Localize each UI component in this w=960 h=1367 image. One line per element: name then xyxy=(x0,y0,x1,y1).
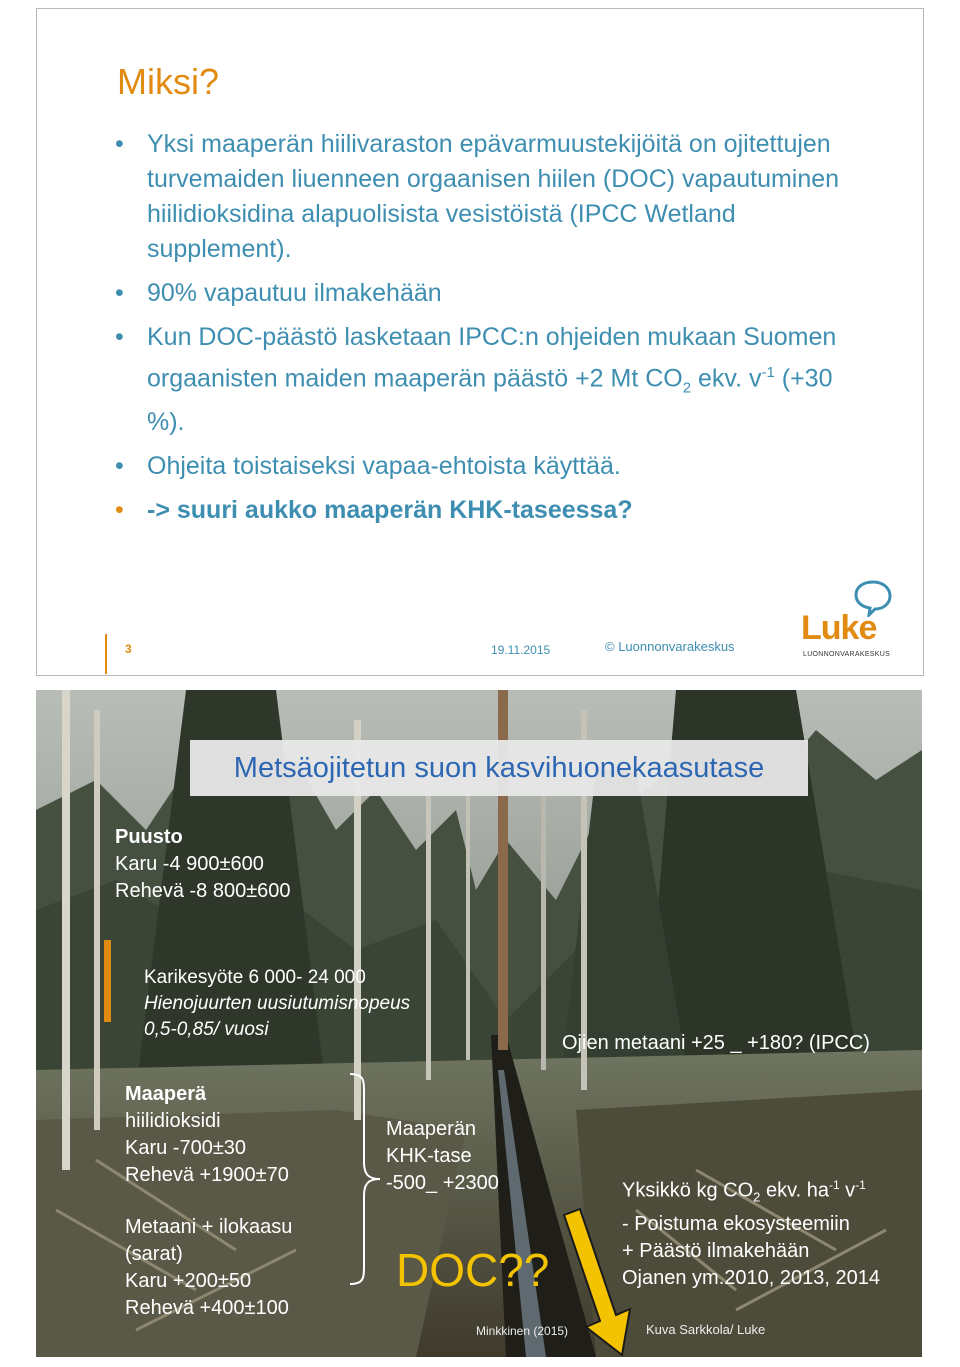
metaani-line: Rehevä +400±100 xyxy=(125,1297,289,1319)
photo-credit: Kuva Sarkkola/ Luke xyxy=(646,1322,766,1337)
unit-line: Yksikkö kg $CO_2$ ekv. $ha^{-1}$ $v^{-1}$ xyxy=(622,1178,866,1205)
bullet-text: Ohjeita toistaiseksi vapaa-ehtoista käyttää. xyxy=(147,452,621,481)
bullet-text: (+30 %). xyxy=(147,364,833,437)
tase-block xyxy=(386,1116,499,1197)
maapera-heading: Maaperä xyxy=(125,1083,207,1105)
karike-line: 0,5-0,85/ vuosi xyxy=(144,1019,269,1040)
brace-icon xyxy=(346,1070,386,1288)
bullet-item xyxy=(109,449,869,484)
maapera-line: Karu -700±30 xyxy=(125,1137,247,1159)
puusto-line: Karu -4 900±600 xyxy=(115,853,264,875)
tase-line: KHK-tase xyxy=(386,1145,472,1167)
accent-bar xyxy=(104,940,111,1022)
metaani-line: Karu +200±50 xyxy=(125,1270,252,1292)
bullet-item xyxy=(109,127,869,267)
unit-line: Ojanen ym.2010, 2013, 2014 xyxy=(622,1266,880,1289)
reference: Minkkinen (2015) xyxy=(476,1324,569,1338)
logo-subtext: LUONNONVARAKESKUS xyxy=(803,651,891,658)
footer-date: 19.11.2015 xyxy=(491,643,551,657)
bullet-item xyxy=(109,320,869,440)
logo-text: Luke xyxy=(801,609,877,647)
bullet-text: -> suuri aukko maaperän KHK-taseessa? xyxy=(147,496,633,525)
slide-title: Miksi? xyxy=(117,61,220,102)
maapera-line: Rehevä +1900±70 xyxy=(125,1164,289,1186)
bullet-text: Kun DOC-päästö lasketaan IPCC:n ohjeiden mukaan Suomen orgaanisten maiden maaperän päästö +2 Mt CO xyxy=(147,323,837,393)
slide-title: Metsäojitetun suon kasvihuonekaasutase xyxy=(190,740,808,796)
puusto-block xyxy=(115,824,291,905)
bullet-text: 90% vapautuu ilmakehään xyxy=(147,279,442,307)
tase-line: Maaperän xyxy=(386,1118,477,1140)
ojien-metaani: Ojien metaani +25 _ +180? (IPCC) xyxy=(562,1032,870,1054)
bullet-text: Yksi maaperän hiilivaraston epävarmuustekijöitä on ojitettujen turvemaiden liuenneen orgaanisen hiilen (DOC) vapautuminen hiilidioksidina alapuolisista vesistöistä (IPCC Wetland supplement). xyxy=(147,130,840,263)
footer-copyright: © Luonnonvarakeskus xyxy=(605,639,735,654)
superscript: -1 xyxy=(761,364,775,381)
puusto-line: Rehevä -8 800±600 xyxy=(115,880,291,902)
metaani-line: (sarat) xyxy=(125,1243,183,1265)
maapera-line: hiilidioksidi xyxy=(125,1110,221,1132)
unit-line: - Poistuma ekosysteemiin xyxy=(622,1212,850,1235)
subscript: 2 xyxy=(682,379,692,397)
slide-1 xyxy=(36,8,924,676)
footer-accent-line xyxy=(105,634,107,674)
slide-2 xyxy=(36,690,922,1357)
maapera-block xyxy=(125,1081,289,1189)
karike-block xyxy=(144,965,410,1043)
puusto-heading: Puusto xyxy=(115,826,183,848)
karike-line: Hienojuurten uusiutumisnopeus xyxy=(144,993,411,1014)
unit-line: + Päästö ilmakehään xyxy=(622,1239,810,1262)
bullet-text: ekv. v xyxy=(691,364,762,393)
bullet-item-highlight xyxy=(109,493,869,528)
metaani-line: Metaani + ilokaasu xyxy=(125,1216,293,1238)
luke-logo xyxy=(797,575,897,665)
metaani-block xyxy=(125,1214,292,1322)
bullet-item xyxy=(109,276,869,311)
page-number: 3 xyxy=(125,642,132,656)
tase-line: -500_ +2300 xyxy=(386,1172,499,1194)
karike-line: Karikesyöte 6 000- 24 000 xyxy=(144,967,366,988)
bullet-list xyxy=(109,127,869,537)
doc-label: DOC?? xyxy=(396,1244,550,1296)
unit-block xyxy=(622,1172,880,1292)
